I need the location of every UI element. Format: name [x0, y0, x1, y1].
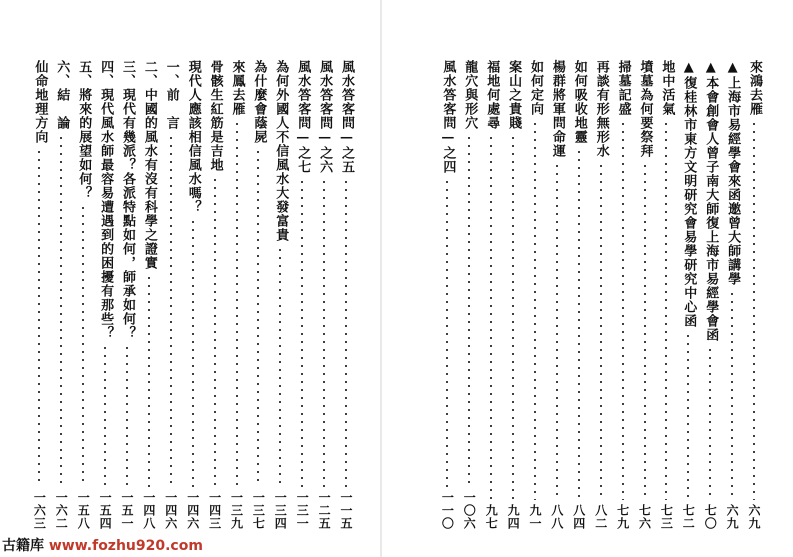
toc-entry: [570, 60, 588, 530]
toc-dot-leader: [622, 120, 624, 500]
toc-dot-leader: [38, 148, 40, 487]
toc-entry-title: 案山之貴賤: [506, 60, 522, 130]
toc-entry: [162, 60, 180, 530]
toc-dot-leader: [82, 204, 84, 487]
toc-entry-page-number: 六九: [725, 504, 740, 530]
toc-dot-leader: [731, 290, 733, 500]
toc-dot-leader: [148, 274, 150, 487]
toc-entry-title: 骨骸生紅筋是吉地: [207, 60, 223, 172]
toc-entry-page-number: 一一五: [339, 491, 353, 530]
toc-dot-leader: [345, 178, 347, 487]
toc-entry: [337, 60, 355, 530]
toc-entry: [293, 60, 311, 530]
toc-entry-title: 五、將來的展望如何？: [76, 60, 92, 200]
toc-entry-title: 現代人應該相信風水嗎？: [185, 60, 201, 214]
toc-entry: [206, 60, 224, 530]
toc-dot-leader: [644, 162, 646, 500]
toc-entry-title: 風水答客問—之五: [339, 60, 354, 174]
toc-entry: [118, 60, 136, 530]
toc-entry-page-number: 一三四: [273, 491, 288, 530]
toc-dot-leader: [753, 120, 755, 500]
toc-entry-page-number: 九一: [528, 504, 542, 530]
toc-entry-title: ▲復桂林市東方文明研究會易學研究中心函: [681, 60, 697, 328]
toc-dot-leader: [665, 120, 667, 500]
toc-entry: [701, 60, 719, 530]
toc-entry-page-number: 八四: [571, 504, 586, 530]
toc-entry-page-number: 一四六: [185, 491, 200, 530]
toc-entry-title: 一、前 言: [163, 60, 179, 130]
toc-entry-page-number: 一五八: [76, 491, 91, 530]
toc-entry: [140, 60, 158, 530]
toc-entry-title: 四、現代風水師最容易遭遇到的困擾有那些？: [98, 60, 114, 340]
toc-entry: [228, 60, 246, 530]
toc-dot-leader: [323, 178, 325, 487]
toc-dot-leader: [556, 162, 558, 500]
toc-entry-page-number: 一二五: [317, 491, 332, 530]
toc-entry-title: 風水答客問—之四: [440, 60, 456, 174]
toc-dot-leader: [534, 120, 536, 500]
toc-entry: [460, 60, 478, 530]
toc-entry-title: 來鴻去雁: [747, 60, 762, 116]
toc-entry-page-number: 七二: [681, 504, 696, 530]
toc-dot-leader: [257, 148, 259, 487]
toc-entry-page-number: 一四三: [207, 491, 222, 530]
toc-entry-page-number: 一三七: [251, 491, 266, 530]
toc-entry-title: 如何定向: [528, 60, 543, 116]
toc-entry: [315, 60, 333, 530]
toc-entry-page-number: 一四六: [163, 491, 178, 530]
toc-entry-title: 風水答客問—之七: [295, 60, 311, 174]
toc-entry-page-number: 七〇: [703, 504, 718, 530]
toc-entry-title: 為何外國人不信風水大發富貴: [273, 60, 289, 242]
watermark-site-name: 古籍库: [2, 538, 44, 554]
toc-dot-leader: [446, 178, 448, 487]
toc-dot-leader: [279, 246, 281, 487]
toc-entry-page-number: 一三九: [229, 491, 244, 530]
toc-dot-leader: [301, 178, 303, 487]
toc-entry: [636, 60, 654, 530]
toc-dot-leader: [192, 218, 194, 487]
watermark-url: www.fozhu920.com: [48, 538, 203, 554]
toc-entry-title: 六、結 論: [54, 60, 70, 130]
toc-dot-leader: [126, 344, 128, 487]
toc-entry-page-number: 九七: [484, 504, 499, 530]
toc-entry: [184, 60, 202, 530]
toc-entry-title: ▲本會創會人曾子南大師復上海市易經學會函: [703, 60, 719, 342]
toc-entry-title: 二、中國的風水有沒有科學之證實: [141, 60, 157, 270]
toc-dot-leader: [236, 120, 238, 487]
toc-entry: [657, 60, 675, 530]
toc-dot-leader: [512, 134, 514, 500]
toc-entry-page-number: 九四: [506, 504, 521, 530]
toc-entry-title: 再談有形無形水: [593, 60, 609, 158]
toc-entry-title: 福地何處尋: [484, 60, 500, 130]
toc-entry-page-number: 八八: [549, 504, 564, 530]
toc-entry-page-number: 一六三: [32, 491, 47, 530]
toc-entry: [592, 60, 610, 530]
toc-entry-page-number: 一五四: [98, 491, 113, 530]
toc-entry-title: 來鳳去雁: [229, 60, 245, 116]
toc-dot-leader: [60, 134, 62, 487]
toc-entry-page-number: 一五一: [120, 491, 134, 530]
toc-dot-leader: [214, 176, 216, 487]
toc-entry: [548, 60, 566, 530]
toc-dot-leader: [104, 344, 106, 487]
toc-entry: [52, 60, 70, 530]
toc-entry-page-number: 一〇六: [462, 491, 477, 530]
toc-dot-leader: [170, 134, 172, 487]
toc-entry-title: 墳墓為何要祭拜: [637, 60, 653, 158]
toc-entry-title: 如何吸收地靈: [571, 60, 587, 144]
toc-entry-title: 掃墓記盛: [615, 60, 631, 116]
toc-entry: [438, 60, 456, 530]
toc-entry-page-number: 七六: [637, 504, 652, 530]
toc-entry: [30, 60, 48, 530]
toc-entry-page-number: 一四八: [141, 491, 156, 530]
toc-entry-page-number: 八二: [593, 504, 608, 530]
toc-dot-leader: [578, 148, 580, 500]
toc-dot-leader: [600, 162, 602, 500]
toc-entry-title: 仙命地理方向: [32, 60, 48, 144]
toc-entry: [249, 60, 267, 530]
toc-entry-page-number: 六九: [747, 504, 761, 530]
page-gutter: [380, 0, 382, 557]
toc-dot-leader: [468, 134, 470, 487]
toc-entry: [723, 60, 741, 530]
toc-entry: [526, 60, 544, 530]
toc-entry-page-number: 一三一: [295, 491, 310, 530]
toc-entry-page-number: 一一〇: [440, 491, 455, 530]
toc-entry-title: 為什麼會蔭屍: [251, 60, 267, 144]
toc-entry-page-number: 七九: [615, 504, 630, 530]
toc-entry: [96, 60, 114, 530]
toc-entry: [74, 60, 92, 530]
toc-entry: [504, 60, 522, 530]
toc-entry-title: 楊群將軍問命運: [549, 60, 565, 158]
toc-entry: [614, 60, 632, 530]
toc-entry-page-number: 七三: [659, 504, 674, 530]
watermark: [2, 535, 203, 555]
toc-entry: [745, 60, 763, 530]
toc-entry-page-number: 一六二: [54, 491, 69, 530]
toc-entry: [679, 60, 697, 530]
toc-entry-title: 龍穴與形穴: [462, 60, 478, 130]
toc-dot-leader: [490, 134, 492, 500]
toc-entry: [271, 60, 289, 530]
toc-entry-title: ▲上海市易經學會來函邀曾大師講學: [725, 60, 741, 286]
toc-dot-leader: [709, 346, 711, 500]
toc-entry-title: 地中活氣: [659, 60, 675, 116]
toc-entry-title: 風水答客問—之六: [317, 60, 333, 174]
toc-dot-leader: [687, 332, 689, 500]
toc-entry-title: 三、現代有幾派？各派特點如何，師承如何？: [120, 60, 135, 340]
toc-entry: [482, 60, 500, 530]
